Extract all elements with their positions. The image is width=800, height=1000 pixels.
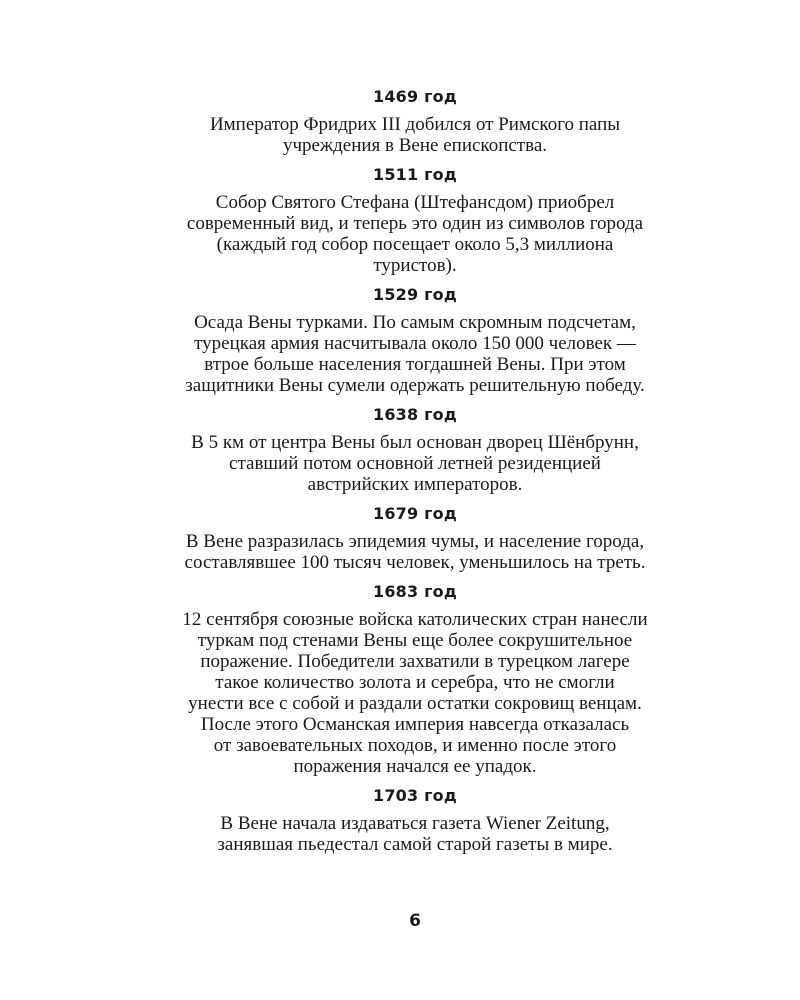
entry-text xyxy=(100,609,730,777)
year-heading: 1469 год xyxy=(373,87,457,106)
entry-text xyxy=(100,114,730,156)
text-line: туристов). xyxy=(373,255,457,276)
entry-text xyxy=(100,813,730,855)
text-line: защитники Вены сумели одержать решительную победу. xyxy=(185,375,645,396)
text-line: поражение. Победители захватили в турецком лагере xyxy=(200,651,630,672)
text-line: туркам под стенами Вены еще более сокрушительное xyxy=(197,630,633,651)
year-heading: 1529 год xyxy=(373,285,457,304)
entry-text xyxy=(100,432,730,495)
text-line: Собор Святого Стефана (Штефансдом) приобрел xyxy=(215,192,615,213)
entry-text xyxy=(100,312,730,396)
text-line: В 5 км от центра Вены был основан дворец Шёнбрунн, xyxy=(191,432,639,453)
year-heading: 1638 год xyxy=(373,405,457,424)
entry-text xyxy=(100,192,730,276)
text-line: 12 сентября союзные войска католических стран нанесли xyxy=(182,609,648,630)
timeline-entry-1638 xyxy=(100,404,730,495)
text-line: После этого Османская империя навсегда отказалась xyxy=(200,714,630,735)
text-line: турецкая армия насчитывала около 150 000 человек — xyxy=(194,333,636,354)
text-line: втрое больше населения тогдашней Вены. При этом xyxy=(204,354,626,375)
timeline-entry-1529 xyxy=(100,284,730,396)
timeline-entry-1511 xyxy=(100,164,730,276)
year-heading: 1703 год xyxy=(373,786,457,805)
text-line: унести все с собой и раздали остатки сокровищ венцам. xyxy=(188,693,642,714)
year-heading: 1679 год xyxy=(373,504,457,523)
text-line: от завоевательных походов, и именно после этого xyxy=(213,735,617,756)
text-line: составлявшее 100 тысяч человек, уменьшилось на треть. xyxy=(184,552,646,573)
year-heading: 1511 год xyxy=(373,165,457,184)
text-line: ставший потом основной летней резиденцией xyxy=(229,453,601,474)
timeline-entry-1683 xyxy=(100,581,730,777)
text-line: современный вид, и теперь это один из символов города xyxy=(186,213,644,234)
text-line: В Вене разразилась эпидемия чумы, и население города, xyxy=(185,531,645,552)
text-line: Император Фридрих III добился от Римского папы xyxy=(209,114,621,135)
entry-text xyxy=(100,531,730,573)
text-line: поражения начался ее упадок. xyxy=(293,756,537,777)
text-line: такое количество золота и серебра, что не смогли xyxy=(215,672,615,693)
text-line: занявшая пьедестал самой старой газеты в мире. xyxy=(217,834,613,855)
page-number: 6 xyxy=(409,911,421,931)
text-line: Осада Вены турками. По самым скромным подсчетам, xyxy=(194,312,636,333)
timeline-entry-1469 xyxy=(100,86,730,156)
year-heading: 1683 год xyxy=(373,582,457,601)
timeline-entry-1679 xyxy=(100,503,730,573)
text-line: В Вене начала издаваться газета Wiener Zeitung, xyxy=(220,813,610,834)
text-line: учреждения в Вене епископства. xyxy=(283,135,547,156)
text-line: австрийских императоров. xyxy=(307,474,523,495)
timeline-entry-1703 xyxy=(100,785,730,855)
text-line: (каждый год собор посещает около 5,3 миллиона xyxy=(216,234,614,255)
timeline-page xyxy=(100,86,730,863)
